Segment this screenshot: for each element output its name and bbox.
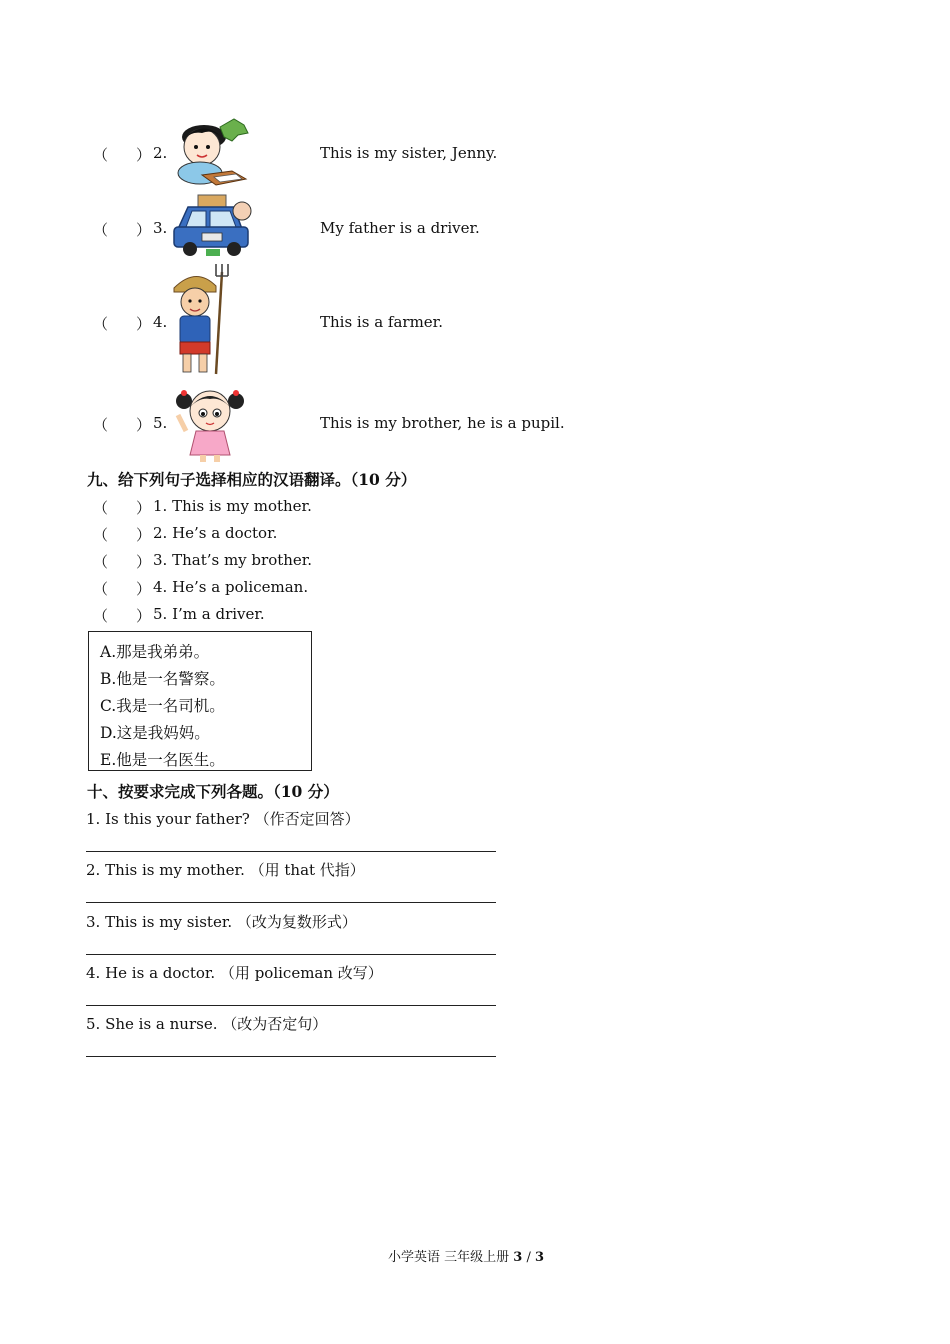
match-sentence: This is my sister, Jenny. <box>320 144 498 162</box>
answer-paren-close: ） <box>136 221 152 239</box>
page-footer <box>388 1246 544 1265</box>
answer-paren-open: （ <box>93 499 109 517</box>
rewrite-question: 4. He is a doctor. （用 policeman 改写） <box>86 964 383 982</box>
answer-paren-open: （ <box>93 553 109 571</box>
answer-paren-open: （ <box>93 416 109 434</box>
translation-options-box <box>88 631 312 771</box>
answer-line[interactable] <box>86 954 496 955</box>
question-item: 4. He’s a policeman. <box>153 578 309 596</box>
answer-paren-close: ） <box>136 607 152 625</box>
match-sentence: My father is a driver. <box>320 219 480 237</box>
footer-page-number: 3 <box>513 1250 523 1265</box>
answer-paren-open: （ <box>93 315 109 333</box>
option-c: C.我是一名司机。 <box>100 697 225 715</box>
answer-paren-open: （ <box>93 221 109 239</box>
section-ten-title: 十、按要求完成下列各题。（10 分） <box>87 782 339 801</box>
rewrite-question: 2. This is my mother. （用 that 代指） <box>86 861 365 879</box>
answer-paren-close: ） <box>136 526 152 544</box>
footer-subject: 小学英语 三年级上册 <box>388 1250 514 1265</box>
option-a: A.那是我弟弟。 <box>100 643 210 661</box>
answer-paren-open: （ <box>93 607 109 625</box>
answer-paren-close: ） <box>136 580 152 598</box>
answer-paren-open: （ <box>93 146 109 164</box>
answer-paren-close: ） <box>136 146 152 164</box>
answer-paren-close: ） <box>136 553 152 571</box>
answer-paren-close: ） <box>136 315 152 333</box>
option-d: D.这是我妈妈。 <box>100 724 210 742</box>
answer-line[interactable] <box>86 1005 496 1006</box>
girl-waving-picture <box>172 381 248 463</box>
item-number: 3. <box>153 219 168 237</box>
rewrite-question: 1. Is this your father? （作否定回答） <box>86 810 360 828</box>
answer-line[interactable] <box>86 851 496 852</box>
match-sentence: This is a farmer. <box>320 313 443 331</box>
question-item: 3. That’s my brother. <box>153 551 313 569</box>
blue-car-picture <box>172 193 264 259</box>
question-item: 5. I’m a driver. <box>153 605 265 623</box>
boy-with-frog-picture <box>172 113 254 189</box>
answer-line[interactable] <box>86 1056 496 1057</box>
question-item: 2. He’s a doctor. <box>153 524 278 542</box>
rewrite-question: 3. This is my sister. （改为复数形式） <box>86 913 357 931</box>
answer-line[interactable] <box>86 902 496 903</box>
item-number: 4. <box>153 313 168 331</box>
footer-separator: / <box>522 1250 535 1265</box>
answer-paren-close: ） <box>136 499 152 517</box>
question-item: 1. This is my mother. <box>153 497 312 515</box>
answer-paren-open: （ <box>93 580 109 598</box>
option-b: B.他是一名警察。 <box>100 670 225 688</box>
footer-page-total: 3 <box>534 1250 545 1265</box>
item-number: 5. <box>153 414 168 432</box>
rewrite-question: 5. She is a nurse. （改为否定句） <box>86 1015 328 1033</box>
option-e: E.他是一名医生。 <box>100 751 225 769</box>
answer-paren-open: （ <box>93 526 109 544</box>
answer-paren-close: ） <box>136 416 152 434</box>
item-number: 2. <box>153 144 168 162</box>
match-sentence: This is my brother, he is a pupil. <box>320 414 565 432</box>
farmer-with-pitchfork-picture <box>170 262 236 378</box>
section-nine-title: 九、给下列句子选择相应的汉语翻译。（10 分） <box>87 470 417 489</box>
